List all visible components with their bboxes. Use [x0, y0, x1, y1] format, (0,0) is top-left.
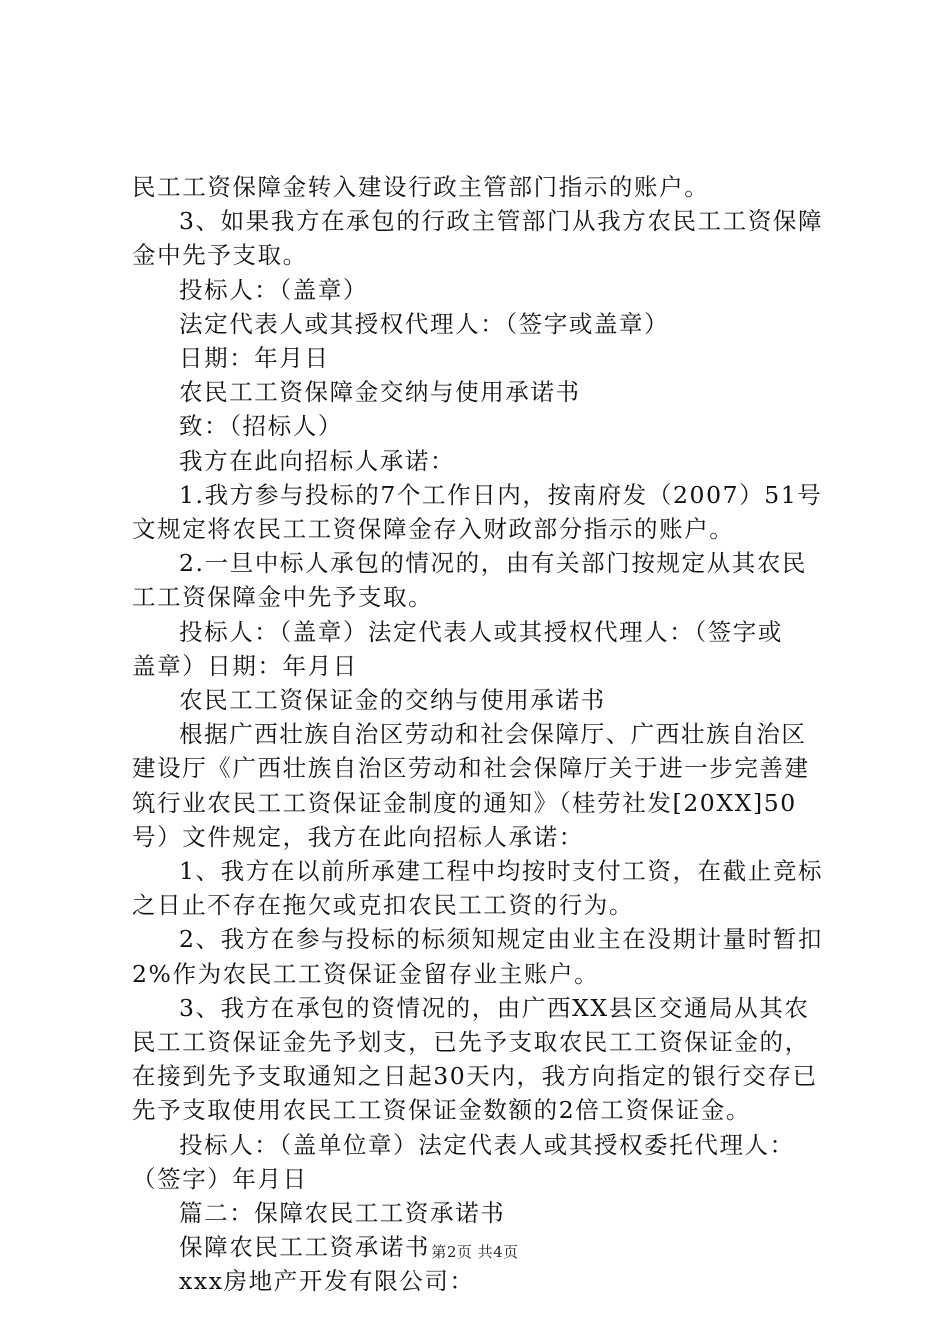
text-line: 建设厅《广西壮族自治区劳动和社会保障厅关于进一步完善建 — [132, 754, 810, 783]
text-line: 先予支取使用农民工工资保证金数额的2倍工资保证金。 — [132, 1096, 751, 1125]
text-line: 文规定将农民工工资保障金存入财政部分指示的账户。 — [132, 515, 735, 543]
text-line: 之日止不存在拖欠或克扣农民工工资的行为。 — [132, 891, 634, 920]
text-line: 农民工工资保证金的交纳与使用承诺书 — [179, 686, 606, 714]
text-line: 2%作为农民工工资保证金留存业主账户。 — [132, 959, 600, 988]
text-line: 根据广西壮族自治区劳动和社会保障厅、广西壮族自治区 — [179, 720, 807, 749]
text-line: 投标人：（盖单位章）法定代表人或其授权委托代理人： — [179, 1130, 795, 1159]
text-line: 1、我方在以前所承建工程中均按时支付工资，在截止竞标 — [179, 857, 824, 885]
text-line: 3、我方在承包的资情况的，由广西XX县区交通局从其农 — [179, 993, 810, 1022]
text-line: 2.一旦中标人承包的情况的，由有关部门按规定从其农民 — [179, 549, 808, 578]
text-line: 篇二：保障农民工工资承诺书 — [179, 1199, 506, 1227]
text-line: 投标人：（盖章） — [179, 275, 369, 304]
text-line: 金中先予支取。 — [132, 241, 308, 270]
text-line: 法定代表人或其授权代理人：（签字或盖章） — [179, 309, 670, 338]
text-line: 在接到先予支取通知之日起30天内，我方向指定的银行交存已 — [132, 1062, 818, 1091]
text-line: 工工资保障金中先予支取。 — [132, 583, 434, 612]
text-line: （签字）年月日 — [132, 1164, 308, 1193]
text-line: 筑行业农民工工资保证金制度的通知》（桂劳社发[20XX]50 — [132, 788, 797, 817]
text-line: 号）文件规定，我方在此向招标人承诺： — [132, 822, 584, 851]
text-line: 盖章）日期：年月日 — [132, 651, 358, 680]
text-line: 民工工资保障金转入建设行政主管部门指示的账户。 — [132, 173, 710, 201]
page-footer: 第2页 共4页 — [431, 1243, 519, 1261]
text-line: 日期：年月日 — [179, 344, 330, 372]
text-line: 农民工工资保障金交纳与使用承诺书 — [179, 378, 581, 407]
text-line: 保障农民工工资承诺书 — [179, 1233, 430, 1262]
text-line: 投标人：（盖章）法定代表人或其授权代理人：（签字或 — [179, 617, 783, 646]
text-line: 我方在此向招标人承诺： — [179, 446, 456, 475]
text-line: 3、如果我方在承包的行政主管部门从我方农民工工资保障 — [179, 207, 824, 236]
text-line: 1.我方参与投标的7个工作日内，按南府发（2007）51号 — [179, 480, 823, 509]
text-line: 致：（招标人） — [179, 412, 343, 441]
text-line: 民工工资保证金先予划支，已先予支取农民工工资保证金的， — [132, 1028, 810, 1056]
text-line: xxx房地产开发有限公司： — [179, 1267, 475, 1296]
text-line: 2、我方在参与投标的标须知规定由业主在没期计量时暂扣 — [179, 925, 824, 954]
